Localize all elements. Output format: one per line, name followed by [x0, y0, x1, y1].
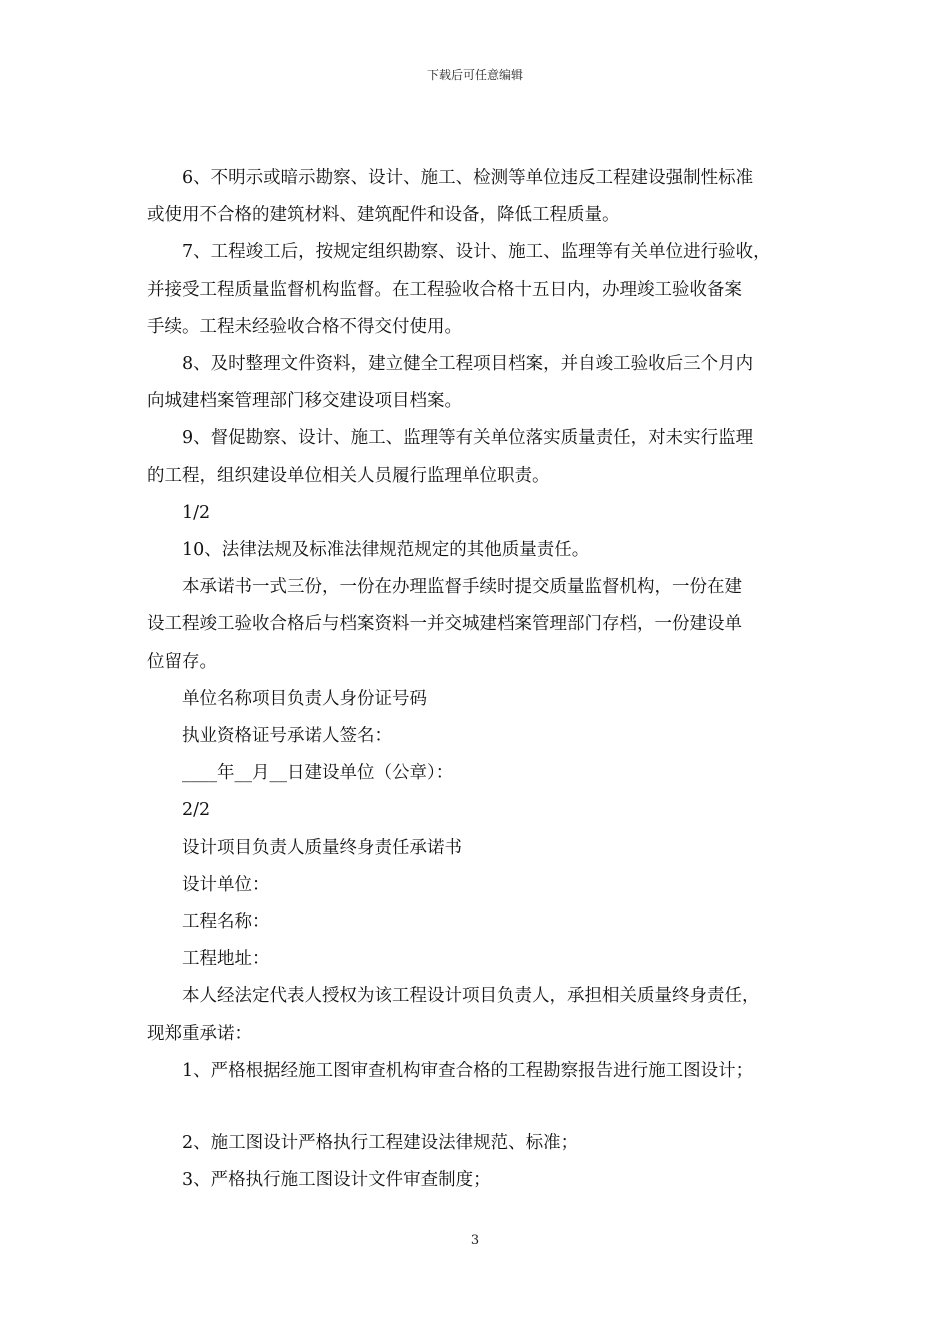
- form-field-line: 执业资格证号承诺人签名：: [182, 726, 392, 747]
- document-body: [147, 160, 807, 1199]
- paragraph-line: 本承诺书一式三份，一份在办理监督手续时提交质量监督机构，一份在建: [182, 577, 742, 598]
- blank-space: [147, 1090, 807, 1125]
- paragraph-line: 1、严格根据经施工图审查机构审查合格的工程勘察报告进行施工图设计；: [182, 1060, 754, 1081]
- paragraph-line: 6、不明示或暗示勘察、设计、施工、检测等单位违反工程建设强制性标准: [182, 168, 754, 188]
- form-field-line: 单位名称项目负责人身份证号码: [182, 688, 427, 709]
- paragraph-line: 设工程竣工验收合格后与档案资料一并交城建档案管理部门存档，一份建设单: [147, 614, 742, 635]
- form-field-line: 工程地址：: [182, 949, 270, 970]
- paragraph-line: 位留存。: [147, 651, 217, 672]
- paragraph-line: 8、及时整理文件资料，建立健全工程项目档案，并自竣工验收后三个月内: [182, 354, 754, 375]
- paragraph-line: 向城建档案管理部门移交建设项目档案。: [147, 391, 462, 412]
- section-title: 设计项目负责人质量终身责任承诺书: [182, 837, 462, 858]
- form-field-line: 工程名称：: [182, 912, 270, 933]
- page-marker: 1/2: [182, 502, 211, 523]
- page-header: 下载后可任意编辑: [426, 68, 523, 82]
- paragraph-line: 7、工程竣工后，按规定组织勘察、设计、施工、监理等有关单位进行验收，: [182, 242, 771, 263]
- form-field-line: 设计单位：: [182, 874, 270, 895]
- paragraph-line: 本人经法定代表人授权为该工程设计项目负责人，承担相关质量终身责任，: [182, 986, 760, 1007]
- paragraph-line: 现郑重承诺：: [147, 1023, 252, 1044]
- page-marker: 2/2: [182, 800, 211, 821]
- paragraph-line: 的工程，组织建设单位相关人员履行监理单位职责。: [147, 465, 550, 486]
- paragraph-line: 或使用不合格的建筑材料、建筑配件和设备，降低工程质量。: [147, 205, 620, 226]
- paragraph-line: 10、法律法规及标准法律规范规定的其他质量责任。: [182, 540, 590, 561]
- paragraph-line: 2、施工图设计严格执行工程建设法律规范、标准；: [182, 1133, 579, 1154]
- paragraph-line: 3、严格执行施工图设计文件审查制度；: [182, 1170, 491, 1191]
- page-number: 3: [470, 1233, 480, 1248]
- paragraph-line: 手续。工程未经验收合格不得交付使用。: [147, 316, 462, 337]
- paragraph-line: 9、督促勘察、设计、施工、监理等有关单位落实质量责任，对未实行监理: [182, 428, 754, 449]
- date-seal-line: ____年__月__日建设单位（公章）：: [182, 763, 454, 784]
- paragraph-line: 并接受工程质量监督机构监督。在工程验收合格十五日内，办理竣工验收备案: [147, 279, 742, 300]
